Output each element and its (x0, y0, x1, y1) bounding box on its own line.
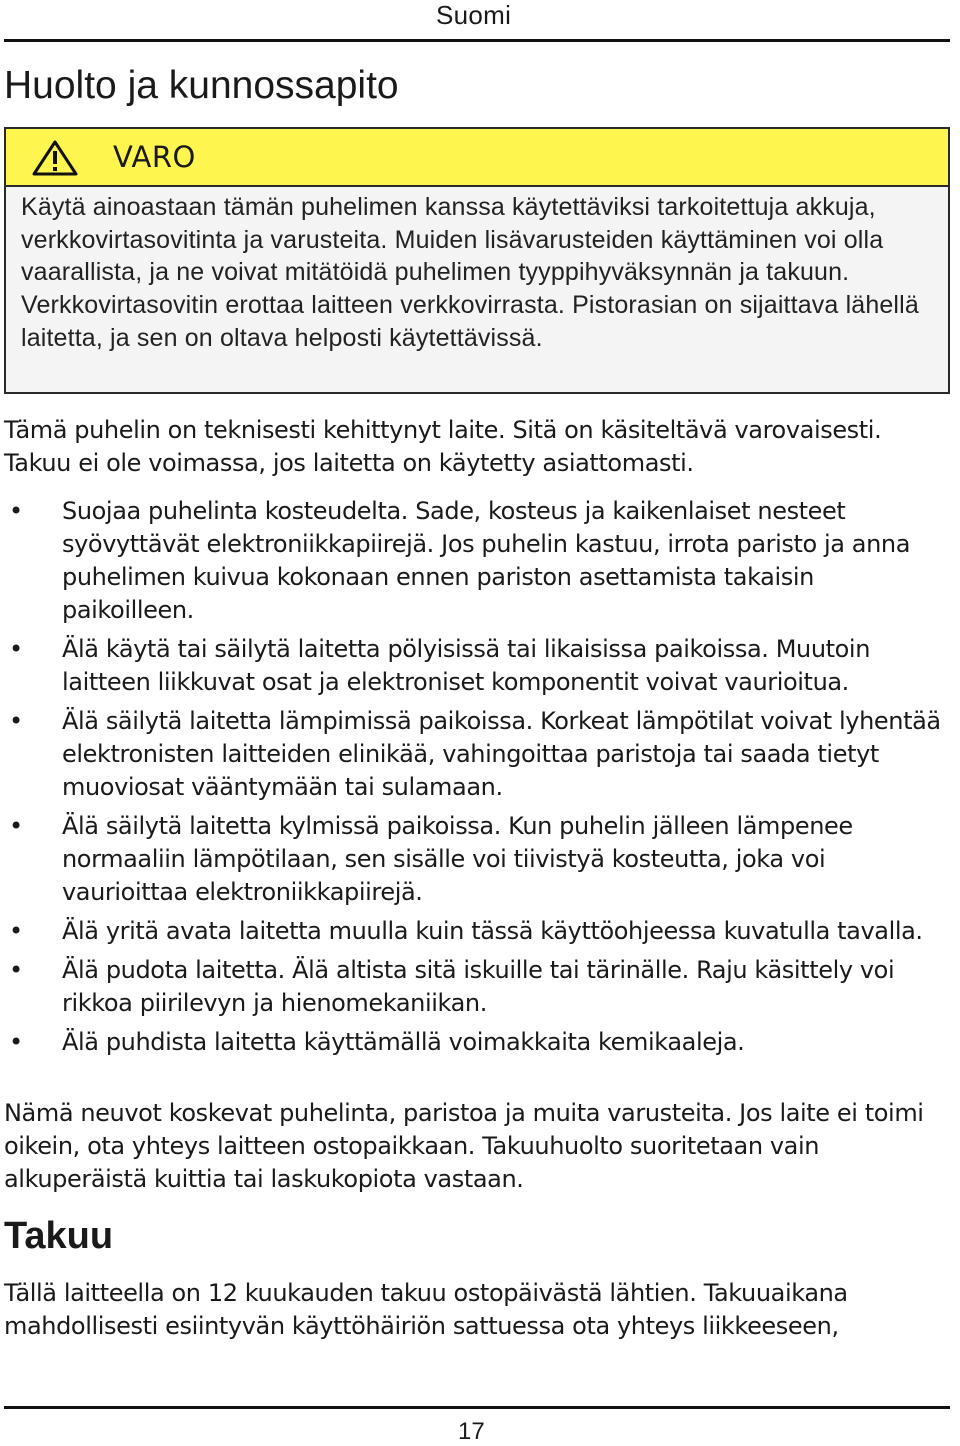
bullet-icon: • (9, 956, 23, 984)
care-instructions-list (0, 495, 950, 1065)
list-item (0, 810, 950, 909)
warning-header (6, 129, 948, 187)
list-item-text: Älä pudota laitetta. Älä altista sitä iskuille tai tärinälle. Raju käsittely voi rikkoa piirilevyn ja hienomekaniikan. (62, 956, 895, 1017)
warning-title: VARO (113, 140, 196, 174)
list-item-text: Älä puhdista laitetta käyttämällä voimakkaita kemikaaleja. (62, 1028, 745, 1056)
header-language: Suomi (436, 0, 512, 30)
list-item-text: Älä säilytä laitetta lämpimissä paikoissa. Korkeat lämpötilat voivat lyhentää elektronisten laitteiden elinikää, vahingoittaa paristoja tai saada tietyt muoviosat vääntymään tai sulamaan. (62, 707, 941, 801)
list-item (0, 954, 950, 1020)
bullet-icon: • (9, 635, 23, 663)
list-item (0, 705, 950, 804)
bullet-icon: • (9, 917, 23, 945)
warning-text: Käytä ainoastaan tämän puhelimen kanssa käytettäviksi tarkoitettuja akkuja, verkkovirtasovitinta ja varusteita. Muiden lisävarusteiden käyttäminen voi olla vaarallista, ja ne voivat mitätöidä puhelimen tyyppihyväksynnän ja takuun. Verkkovirtasovitin erottaa laitteen verkkovirrasta. Pistorasian on sijaittava lähellä laitetta, ja sen on oltava helposti käytettävissä. (21, 193, 919, 352)
bullet-icon: • (9, 1028, 23, 1056)
list-item-text: Suojaa puhelinta kosteudelta. Sade, kosteus ja kaikenlaiset nesteet syövyttävät elektroniikkapiirejä. Jos puhelin kastuu, irrota paristo ja anna puhelimen kuivua kokonaan ennen pariston asettamista takaisin paikoilleen. (62, 497, 911, 624)
bullet-icon: • (9, 707, 23, 735)
top-rule (4, 39, 950, 42)
list-item (0, 915, 950, 948)
warning-box (4, 127, 950, 394)
bullet-icon: • (9, 497, 23, 525)
list-item (0, 495, 950, 627)
list-item-text: Älä säilytä laitetta kylmissä paikoissa. Kun puhelin jälleen lämpenee normaaliin lämpötilaan, sen sisälle voi tiivistyä kosteutta, joka voi vaurioittaa elektroniikkapiirejä. (62, 812, 853, 906)
bullet-icon: • (9, 812, 23, 840)
list-item-text: Älä käytä tai säilytä laitetta pölyisissä tai likaisissa paikoissa. Muutoin laitteen liikkuvat osat ja elektroniset komponentit voivat vaurioitua. (62, 635, 871, 696)
section-title: Huolto ja kunnossapito (4, 64, 399, 107)
list-item (0, 1026, 950, 1059)
outro-paragraph: Nämä neuvot koskevat puhelinta, paristoa ja muita varusteita. Jos laite ei toimi oikein, ota yhteys laitteen ostopaikkaan. Takuuhuolto suoritetaan vain alkuperäistä kuittia tai laskukopiota vastaan. (4, 1099, 924, 1193)
warning-triangle-icon (32, 140, 78, 180)
list-item-text: Älä yritä avata laitetta muulla kuin tässä käyttöohjeessa kuvatulla tavalla. (62, 917, 923, 945)
warranty-title: Takuu (4, 1215, 114, 1257)
intro-paragraph: Tämä puhelin on teknisesti kehittynyt laite. Sitä on käsiteltävä varovaisesti. Takuu ei ole voimassa, jos laitetta on käytetty asiattomasti. (4, 416, 882, 477)
list-item (0, 633, 950, 699)
warranty-text: Tällä laitteella on 12 kuukauden takuu ostopäivästä lähtien. Takuuaikana mahdollisesti esiintyvän käyttöhäiriön sattuessa ota yhteys liikkeeseen, (4, 1279, 848, 1340)
bottom-rule (4, 1406, 950, 1409)
page-number: 17 (458, 1418, 485, 1445)
